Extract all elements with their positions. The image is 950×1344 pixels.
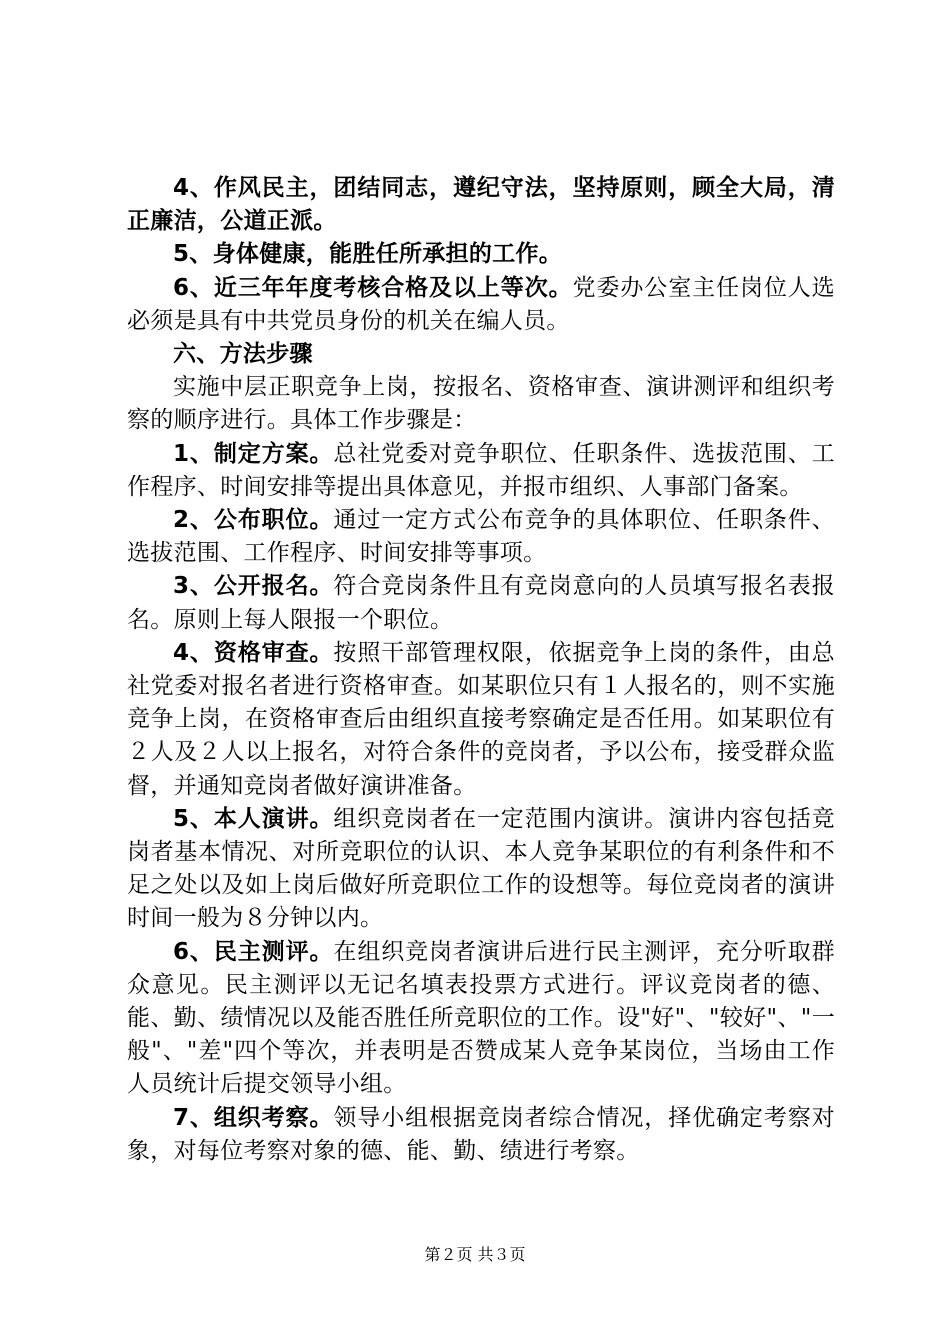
step-7-heading: 7、组织考察。 bbox=[173, 1104, 334, 1131]
step-5-heading: 5、本人演讲。 bbox=[173, 805, 334, 832]
step-1-heading: 1、制定方案。 bbox=[173, 440, 334, 467]
section-heading-text: 六、方法步骤 bbox=[173, 341, 313, 368]
document-body bbox=[127, 172, 835, 1168]
step-2-heading: 2、公布职位。 bbox=[173, 507, 334, 534]
intro-paragraph bbox=[127, 371, 835, 437]
step-1 bbox=[127, 438, 835, 504]
paragraph-5-heading: 5、身体健康，能胜任所承担的工作。 bbox=[173, 241, 563, 268]
step-4-heading: 4、资格审查。 bbox=[173, 639, 334, 666]
step-2 bbox=[127, 504, 835, 570]
step-5 bbox=[127, 803, 835, 936]
intro-body: 实施中层正职竞争上岗，按报名、资格审查、演讲测评和组织考察的顺序进行。具体工作步骤是： bbox=[127, 374, 835, 434]
step-2-body: 通过一定方式公布竞争的具体职位、任职条件、选拔范围、工作程序、时间安排等事项。 bbox=[127, 507, 835, 567]
step-6-heading: 6、民主测评。 bbox=[173, 938, 334, 965]
step-4 bbox=[127, 637, 835, 803]
step-3 bbox=[127, 570, 835, 636]
paragraph-6 bbox=[127, 272, 835, 338]
paragraph-5 bbox=[127, 238, 835, 271]
step-6-body: 在组织竞岗者演讲后进行民主测评，充分听取群众意见。民主测评以无记名填表投票方式进行。评议竞岗者的德、能、勤、绩情况以及能否胜任所竞职位的工作。设"好"、"较好"、"一般"、"差"四个等次，并表明是否赞成某人竞争某岗位，当场由工作人员统计后提交领导小组。 bbox=[127, 938, 835, 1098]
step-7 bbox=[127, 1102, 835, 1168]
step-4-body: 按照干部管理权限，依据竞争上岗的条件，由总社党委对报名者进行资格审查。如某职位只有１人报名的，则不实施竞争上岗，在资格审查后由组织直接考察确定是否任用。如某职位有２人及２人以上报名，对符合条件的竞岗者，予以公布，接受群众监督，并通知竞岗者做好演讲准备。 bbox=[127, 639, 835, 799]
paragraph-4 bbox=[127, 172, 835, 238]
section-heading-methods bbox=[127, 338, 835, 371]
step-3-heading: 3、公开报名。 bbox=[173, 573, 334, 600]
page-footer: 第２页 共３页 bbox=[424, 1245, 526, 1264]
step-3-body: 符合竞岗条件且有竞岗意向的人员填写报名表报名。原则上每人限报一个职位。 bbox=[127, 573, 835, 633]
step-6 bbox=[127, 936, 835, 1102]
paragraph-6-body: 党委办公室主任岗位人选必须是具有中共党员身份的机关在编人员。 bbox=[127, 274, 835, 334]
step-7-body: 领导小组根据竞岗者综合情况，择优确定考察对象，对每位考察对象的德、能、勤、绩进行考察。 bbox=[127, 1104, 835, 1164]
paragraph-6-heading: 6、近三年年度考核合格及以上等次。 bbox=[173, 274, 573, 301]
step-5-body: 组织竞岗者在一定范围内演讲。演讲内容包括竞岗者基本情况、对所竞职位的认识、本人竞争某职位的有利条件和不足之处以及如上岗后做好所竞职位工作的设想等。每位竞岗者的演讲时间一般为８分钟以内。 bbox=[127, 805, 835, 932]
step-1-body: 总社党委对竞争职位、任职条件、选拔范围、工作程序、时间安排等提出具体意见，并报市组织、人事部门备案。 bbox=[127, 440, 835, 500]
paragraph-4-heading: 4、作风民主，团结同志，遵纪守法，坚持原则，顾全大局，清正廉洁，公道正派。 bbox=[127, 175, 835, 235]
